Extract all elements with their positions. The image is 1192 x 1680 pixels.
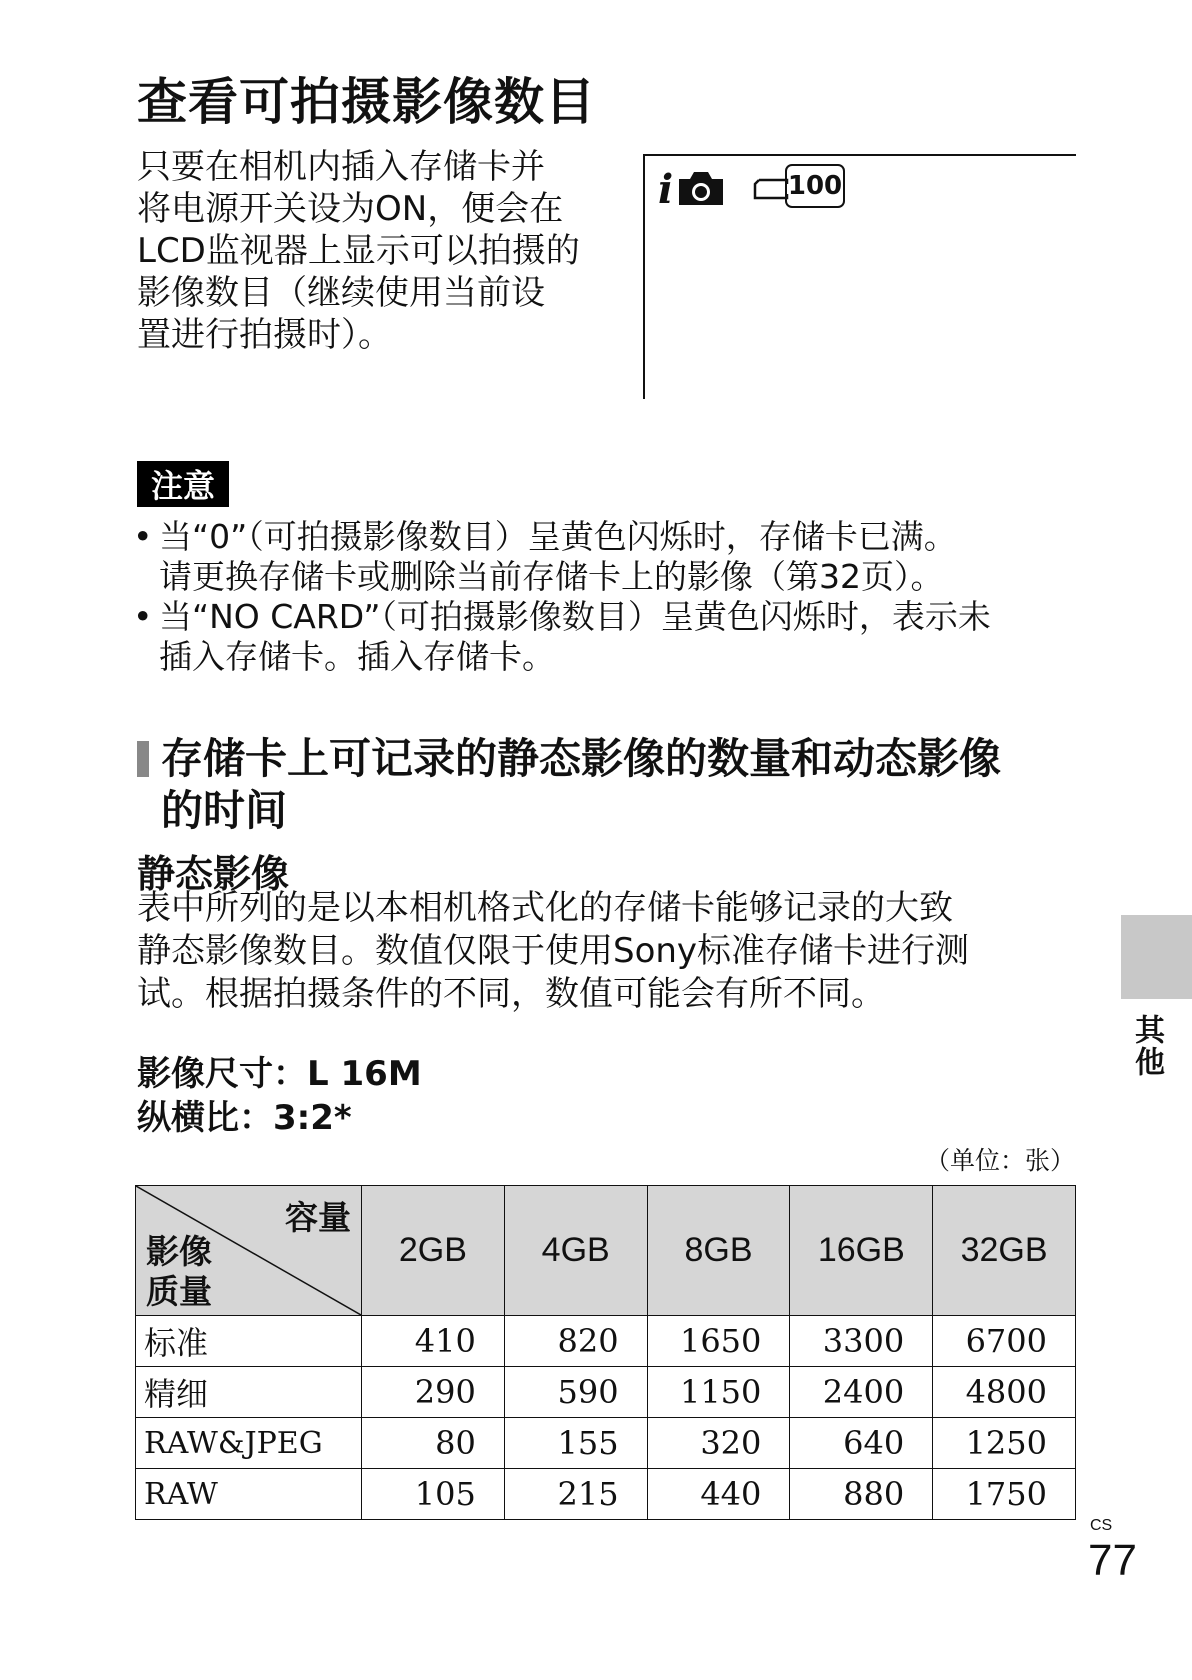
table-row (136, 1469, 1076, 1520)
aspect-ratio: 纵横比：3:2* (137, 1098, 352, 1138)
notes-list (133, 517, 1093, 677)
intro-line: 置进行拍摄时）。 (137, 315, 392, 355)
body-line: 静态影像数目。数值仅限于使用Sony标准存储卡进行测 (137, 931, 970, 971)
intro-line: 将电源开关设为ON，便会在 (137, 189, 564, 229)
table-cell: 290 (362, 1367, 505, 1418)
intro-paragraph (137, 146, 637, 356)
lcd-display-illustration (643, 154, 1076, 399)
table-cell: 1750 (933, 1469, 1076, 1520)
table-cell: 80 (362, 1418, 505, 1469)
table-cell: 105 (362, 1469, 505, 1520)
table-cell: 410 (362, 1316, 505, 1367)
column-header: 8GB (647, 1186, 790, 1316)
row-label: RAW (136, 1469, 362, 1520)
table-cell: 2400 (790, 1367, 933, 1418)
body-line: 表中所列的是以本相机格式化的存储卡能够记录的大致 (137, 888, 953, 928)
table-cell: 640 (790, 1418, 933, 1469)
intro-line: 只要在相机内插入存储卡并 (137, 147, 545, 187)
page-title: 查看可拍摄影像数目 (137, 73, 596, 131)
capacity-table (135, 1185, 1076, 1520)
sub-heading: 静态影像 (137, 852, 290, 896)
row-label: 精细 (136, 1367, 362, 1418)
remaining-shots-count: 100 (785, 164, 845, 208)
column-header: 32GB (933, 1186, 1076, 1316)
table-corner-header (136, 1186, 362, 1316)
column-header: 4GB (504, 1186, 647, 1316)
note-line: 插入存储卡。插入存储卡。 (159, 637, 555, 676)
table-cell: 590 (504, 1367, 647, 1418)
section-heading-line: 的时间 (161, 786, 288, 835)
quality-label: 影像 质量 (146, 1232, 212, 1311)
language-code: CS (1090, 1517, 1113, 1534)
image-size: 影像尺寸：L 16M (137, 1054, 422, 1094)
table-cell: 155 (504, 1418, 647, 1469)
unit-note: （单位：张） (925, 1146, 1076, 1175)
bullet: • (133, 597, 153, 636)
table-cell: 820 (504, 1316, 647, 1367)
intro-line: 影像数目（继续使用当前设 (137, 273, 545, 313)
section-marker (137, 741, 149, 777)
table-cell: 215 (504, 1469, 647, 1520)
side-tab-label: 其他 (1129, 1014, 1164, 1078)
table-cell: 1650 (647, 1316, 790, 1367)
side-tab (1121, 915, 1192, 999)
image-spec (137, 1052, 422, 1140)
table-row (136, 1367, 1076, 1418)
table-row (136, 1316, 1076, 1367)
section-heading-line: 存储卡上可记录的静态影像的数量和动态影像 (161, 734, 1002, 783)
section-heading (137, 733, 1077, 837)
note-item (133, 517, 1093, 597)
table-cell: 880 (790, 1469, 933, 1520)
table-cell: 1250 (933, 1418, 1076, 1469)
table-row (136, 1418, 1076, 1469)
body-paragraph (137, 887, 1087, 1016)
bullet: • (133, 517, 153, 556)
body-line: 试。根据拍摄条件的不同，数值可能会有所不同。 (137, 974, 885, 1014)
table-cell: 6700 (933, 1316, 1076, 1367)
note-line: 请更换存储卡或删除当前存储卡上的影像（第32页）。 (159, 557, 944, 596)
table-cell: 1150 (647, 1367, 790, 1418)
table-cell: 4800 (933, 1367, 1076, 1418)
column-header: 2GB (362, 1186, 505, 1316)
auto-mode-camera-icon: i (658, 166, 727, 213)
note-line: 当“NO CARD”（可拍摄影像数目）呈黄色闪烁时，表示未 (159, 597, 991, 636)
table-cell: 320 (647, 1418, 790, 1469)
table-header-row (136, 1186, 1076, 1316)
capacity-label: 容量 (285, 1198, 351, 1237)
note-label: 注意 (137, 461, 229, 507)
page-number: 77 (1088, 1536, 1137, 1585)
intro-line: LCD监视器上显示可以拍摄的 (137, 231, 580, 271)
row-label: 标准 (136, 1316, 362, 1367)
note-item (133, 597, 1093, 677)
column-header: 16GB (790, 1186, 933, 1316)
row-label: RAW&JPEG (136, 1418, 362, 1469)
note-line: 当“0”（可拍摄影像数目）呈黄色闪烁时，存储卡已满。 (159, 517, 957, 556)
table-cell: 3300 (790, 1316, 933, 1367)
table-cell: 440 (647, 1469, 790, 1520)
